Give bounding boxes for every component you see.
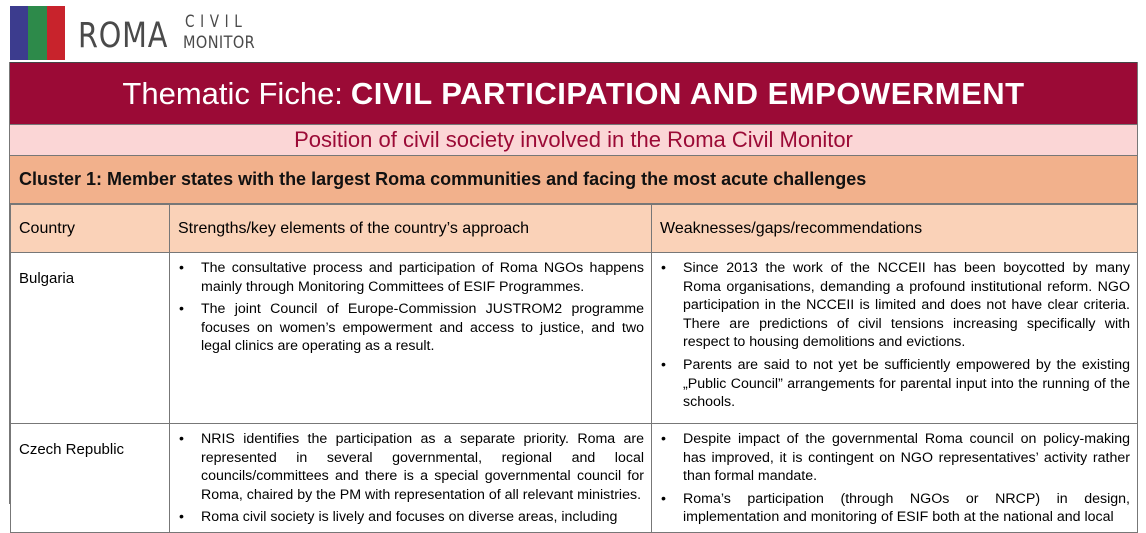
list-item: • Roma’s participation (through NGOs or NRCP) in design, implementation and monitoring of ESIF both at the national and local — [683, 490, 1130, 527]
page-title — [10, 62, 1137, 125]
weaknesses-cell — [652, 253, 1138, 424]
page-subtitle: Position of civil society involved in the Roma Civil Monitor — [10, 124, 1137, 156]
fiche-document — [9, 62, 1138, 526]
list-item: • Despite impact of the governmental Roma council on policy-making has improved, it is contingent on NGO representatives’ activity rather than formal mandate. — [683, 430, 1130, 486]
list-item: • NRIS identifies the participation as a separate priority. Roma are represented in several governmental, regional and local councils/committees and there is a special governmental council for Roma, chaired by the PM with representation of all relevant ministries. — [201, 430, 644, 504]
header-weaknesses: Weaknesses/gaps/recommendations — [652, 205, 1138, 253]
table-row — [11, 253, 1138, 424]
strengths-cell — [170, 424, 652, 533]
table-row — [11, 424, 1138, 533]
logo-flag-icon — [10, 6, 65, 60]
title-prefix: Thematic Fiche: — [122, 76, 343, 111]
list-item: • The joint Council of Europe-Commission JUSTROM2 programme focuses on women’s empowerment and access to justice, and two legal clinics are operating as a result. — [201, 300, 644, 356]
brand-civil: CIVIL — [185, 12, 248, 32]
title-main: CIVIL PARTICIPATION AND EMPOWERMENT — [350, 76, 1025, 111]
flag-stripe-red — [47, 6, 65, 60]
header-country: Country — [11, 205, 170, 253]
list-item: • The consultative process and participation of Roma NGOs happens mainly through Monitoring Committees of ESIF Programmes. — [201, 259, 644, 296]
list-item: • Since 2013 the work of the NCCEII has been boycotted by many Roma organisations, demanding a profound institutional reform. NGO participation in the NCCEII is limited and does not have clear criteria. There are predictions of civil tensions increasing specifically with respect to housing demolitions and evictions. — [683, 259, 1130, 352]
flag-stripe-green — [28, 6, 47, 60]
header-strengths: Strengths/key elements of the country’s approach — [170, 205, 652, 253]
country-cell: Czech Republic — [11, 424, 170, 533]
roma-civil-monitor-logo — [10, 6, 65, 60]
flag-stripe-blue — [10, 6, 28, 60]
list-item: • Parents are said to not yet be sufficiently empowered by the existing „Public Council” arrangements for parental input into the running of the schools. — [683, 356, 1130, 412]
brand-roma: ROMA — [78, 16, 169, 56]
country-cell: Bulgaria — [11, 253, 170, 424]
strengths-cell — [170, 253, 652, 424]
list-item: • Roma civil society is lively and focuses on diverse areas, including — [201, 508, 644, 527]
weaknesses-cell — [652, 424, 1138, 533]
table-header-row — [11, 205, 1138, 253]
brand-wordmark — [78, 8, 278, 54]
country-table — [10, 204, 1138, 533]
brand-monitor: MONITOR — [183, 33, 256, 53]
cluster-heading: Cluster 1: Member states with the largest Roma communities and facing the most acute challenges — [10, 156, 1137, 204]
